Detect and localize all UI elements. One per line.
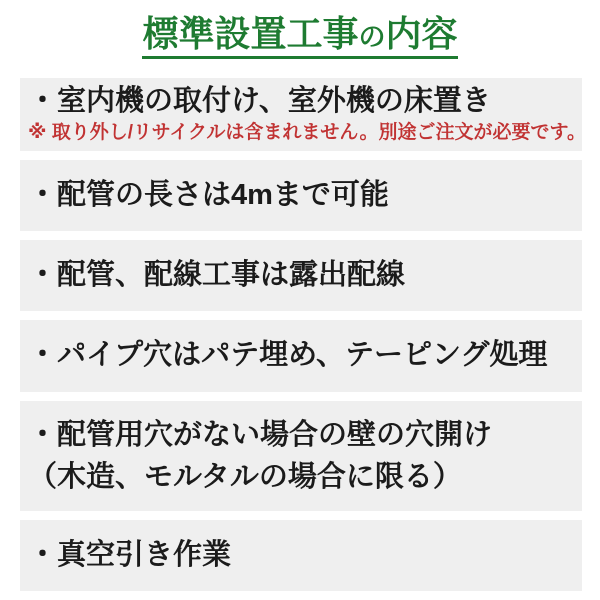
- list-item-pipe-hole-sealing: [20, 320, 582, 391]
- bullet: ・: [28, 538, 58, 571]
- bullet: ・: [28, 85, 58, 118]
- title-segment: 標準設置工事: [142, 13, 359, 54]
- item-line: [28, 339, 574, 372]
- item-text: 配管用穴がない場合の壁の穴開け: [57, 418, 493, 451]
- list-item-pipe-length: [20, 160, 582, 231]
- item-line: [28, 539, 574, 572]
- item-text-continued: （木造、モルタルの場合に限る）: [28, 460, 462, 493]
- bullet: ・: [28, 339, 58, 372]
- item-line: [28, 85, 574, 118]
- item-text: パイプ穴はパテ埋め、テーピング処理: [57, 339, 548, 372]
- page-title: [142, 13, 457, 59]
- item-text: 配管、配線工事は露出配線: [57, 258, 406, 291]
- item-text: 配管の長さは4mまで可能: [57, 178, 389, 211]
- item-line: [28, 179, 574, 212]
- list-item-vacuum-work: [20, 520, 582, 591]
- list-item-indoor-outdoor-unit: [20, 78, 586, 150]
- title-segment-small: の: [358, 22, 386, 52]
- item-list: [0, 78, 600, 591]
- title-wrap: [0, 0, 600, 59]
- list-item-exposed-wiring: [20, 240, 582, 311]
- bullet: ・: [28, 178, 58, 211]
- item-text: 室内機の取付け、室外機の床置き: [57, 85, 491, 118]
- item-line: [28, 414, 574, 456]
- list-item-wall-drilling: [20, 401, 582, 511]
- item-text: 真空引き作業: [57, 538, 232, 571]
- title-segment: 内容: [385, 13, 458, 54]
- bullet: ・: [28, 418, 58, 451]
- bullet: ・: [28, 258, 58, 291]
- item-line: [28, 259, 574, 292]
- item-note: ※ 取り外し/リサイクルは含まれません。別途ご注文が必要です。: [28, 121, 586, 143]
